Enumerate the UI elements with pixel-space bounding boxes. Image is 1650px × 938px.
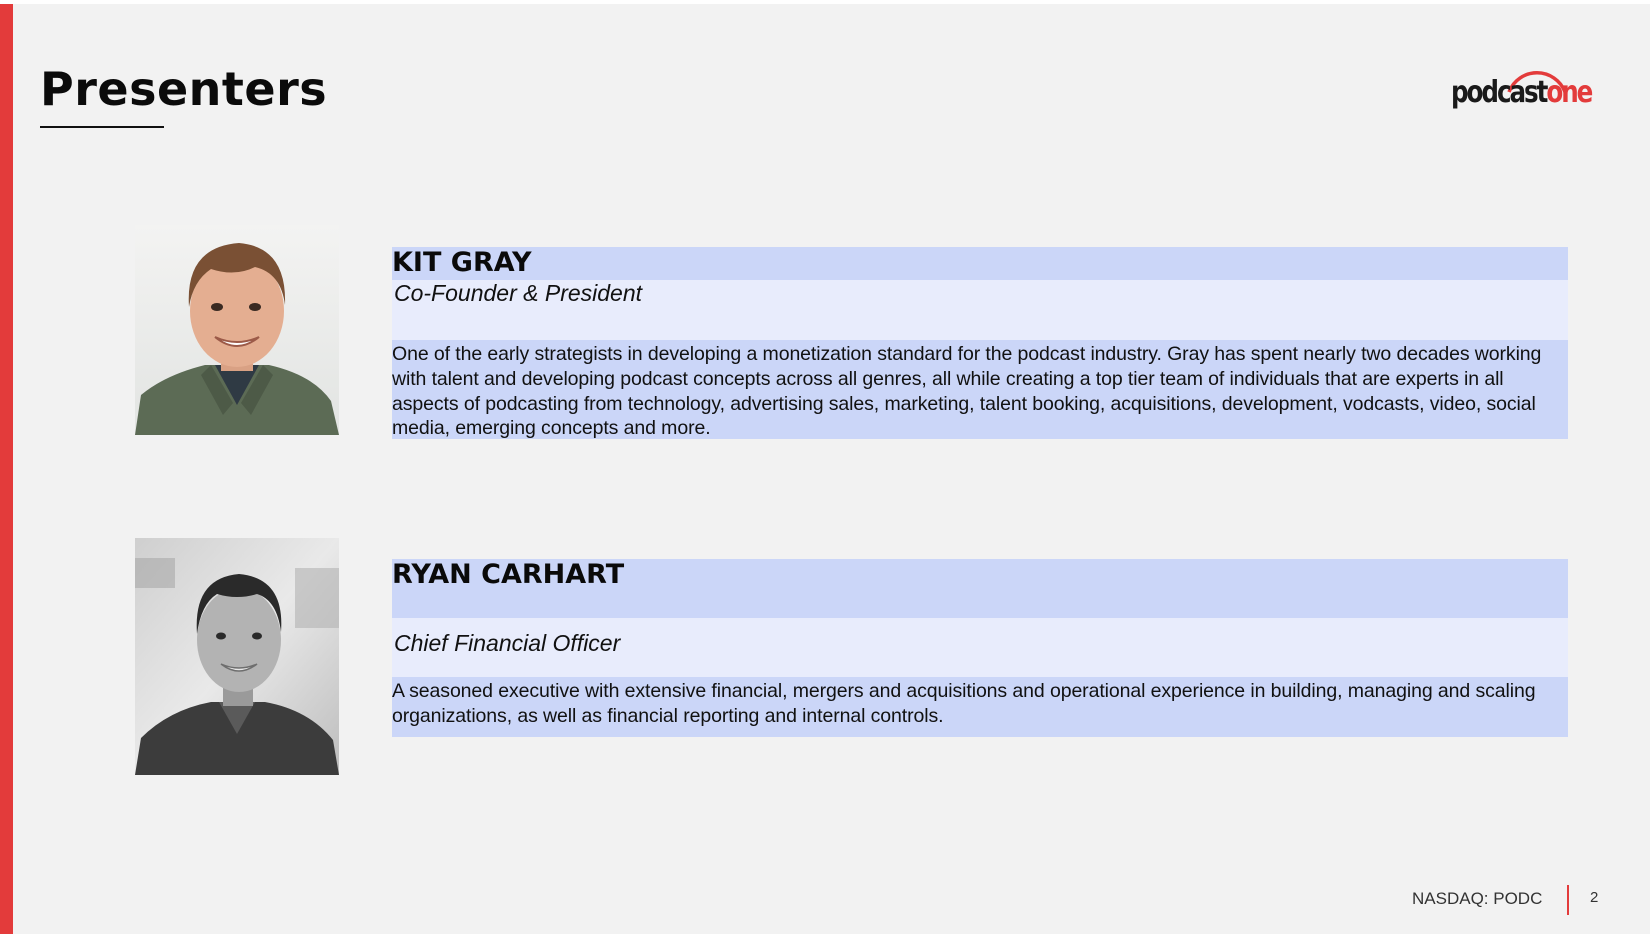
presenter-card-kit-gray [392,247,1568,439]
accent-bar [0,4,13,934]
presenter-photo-ryan-carhart [135,538,339,775]
role-band [392,280,1568,340]
presenter-name: RYAN CARHART [392,559,625,590]
footer-divider [1567,885,1569,915]
bio-band [392,340,1568,439]
presenter-bio: One of the early strategists in developing a monetization standard for the podcast industry. Gray has spent nearly two decades working with talent and developing podcast concepts across all genres, all while creating a top tier team of individuals that are experts in all aspects of podcasting from technology, advertising sales, marketing, talent booking, acquisitions, development, vodcasts, video, social media, emerging concepts and more. [392,343,1542,440]
logo-wordmark-part1: podcast [1451,75,1547,110]
slide [0,4,1650,934]
name-band [392,247,1568,280]
presenter-role: Chief Financial Officer [394,630,621,656]
presenter-name: KIT GRAY [392,247,532,278]
bio-band [392,677,1568,737]
page-number: 2 [1590,889,1599,906]
logo-wordmark-part2: one [1546,75,1592,110]
title-underline [40,126,164,128]
podcastone-logo [1445,48,1592,128]
presenter-role: Co-Founder & President [394,280,643,306]
logo-wordmark [1451,75,1592,110]
presenter-photo-kit-gray [135,225,339,435]
role-band [392,618,1568,677]
presenter-bio: A seasoned executive with extensive financial, mergers and acquisitions and operational experience in building, managing and scaling organizations, as well as financial reporting and internal controls. [392,680,1536,727]
footer-ticker: NASDAQ: PODC [1412,889,1543,908]
presenter-card-ryan-carhart [392,559,1568,737]
slide-title: Presenters [40,62,328,116]
name-band [392,559,1568,618]
